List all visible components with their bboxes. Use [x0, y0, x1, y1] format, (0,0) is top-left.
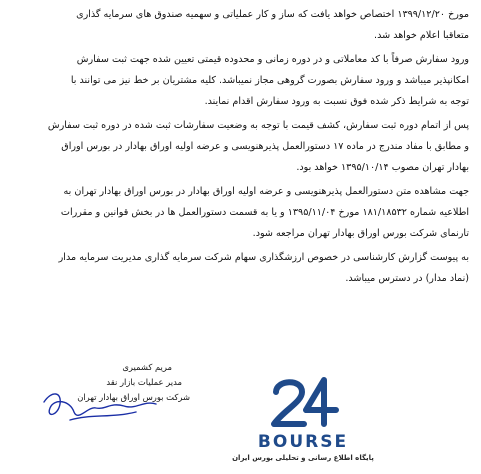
text-line: (نماد مدار) در دسترس میباشد.: [345, 273, 469, 284]
bourse-24-mark-icon: [262, 374, 344, 432]
paragraph-regulations-reference: [10, 181, 469, 244]
notice-body: [10, 4, 469, 289]
signatory-organization: شرکت بورس اوراق بهادار تهران: [77, 392, 190, 402]
paragraph-valuation-report: [10, 247, 469, 289]
text-line: امکانپذیر میباشد و ورود سفارش بصورت گروهی مجاز نمیباشد. کلیه مشتریان بر خط نیز می توانند با: [70, 75, 469, 86]
signature-block: [40, 362, 190, 428]
text-line: و مطابق با مفاد مندرج در ماده ۱۷ دستورالعمل پذیرهنویسی و عرضه اولیه اوراق بهادار در بورس اوراق: [61, 141, 469, 152]
logo-wordmark: BOURSE: [257, 432, 349, 452]
text-line: پس از اتمام دوره ثبت سفارش، کشف قیمت با توجه به وضعیت سفارشات ثبت شده در دوره ثبت سفارش: [47, 120, 469, 131]
signatory-name: مریم کشمیری: [122, 362, 172, 372]
bourse-logo: [228, 374, 378, 468]
text-line: مورخ ۱۳۹۹/۱۲/۲۰ اختصاص خواهد یافت که ساز و کار عملیاتی و سهمیه صندوق های سرمایه گذاری: [76, 9, 469, 20]
text-line: توجه به شرایط ذکر شده فوق نسبت به ورود سفارش اقدام نمایند.: [204, 96, 469, 107]
text-line: اطلاعیه شماره ۱۸۱/۱۸۵۳۲ مورخ ۱۳۹۵/۱۱/۰۴ و یا به قسمت دستورالعمل ها در بخش قوانین و مقررات: [60, 207, 469, 218]
text-line: بهادار تهران مصوب ۱۳۹۵/۱۰/۱۴ خواهد بود.: [296, 162, 469, 173]
text-line: متعاقبا اعلام خواهد شد.: [374, 30, 469, 41]
text-line: جهت مشاهده متن دستورالعمل پذیرهنویسی و عرضه اولیه اوراق بهادار در بورس اوراق بهادار تهران به: [63, 186, 469, 197]
text-line: به پیوست گزارش کارشناسی در خصوص ارزشگذاری سهام شرکت سرمایه گذاری مدیریت سرمایه مدار: [58, 252, 469, 263]
text-line: ورود سفارش صرفاً با کد معاملاتی و در دوره زمانی و محدوده قیمتی تعیین شده جهت ثبت سفارش: [76, 54, 469, 65]
text-line: تارنمای شرکت بورس اوراق بهادار تهران مراجعه شود.: [252, 228, 469, 239]
paragraph-order-allocation: [10, 4, 469, 46]
signatory-title: مدیر عملیات بازار نقد: [106, 377, 182, 387]
logo-subtitle: پایگاه اطلاع رسانی و تحلیلی بورس ایران: [232, 454, 374, 462]
paragraph-price-discovery: [10, 115, 469, 178]
paragraph-order-entry: [10, 49, 469, 112]
